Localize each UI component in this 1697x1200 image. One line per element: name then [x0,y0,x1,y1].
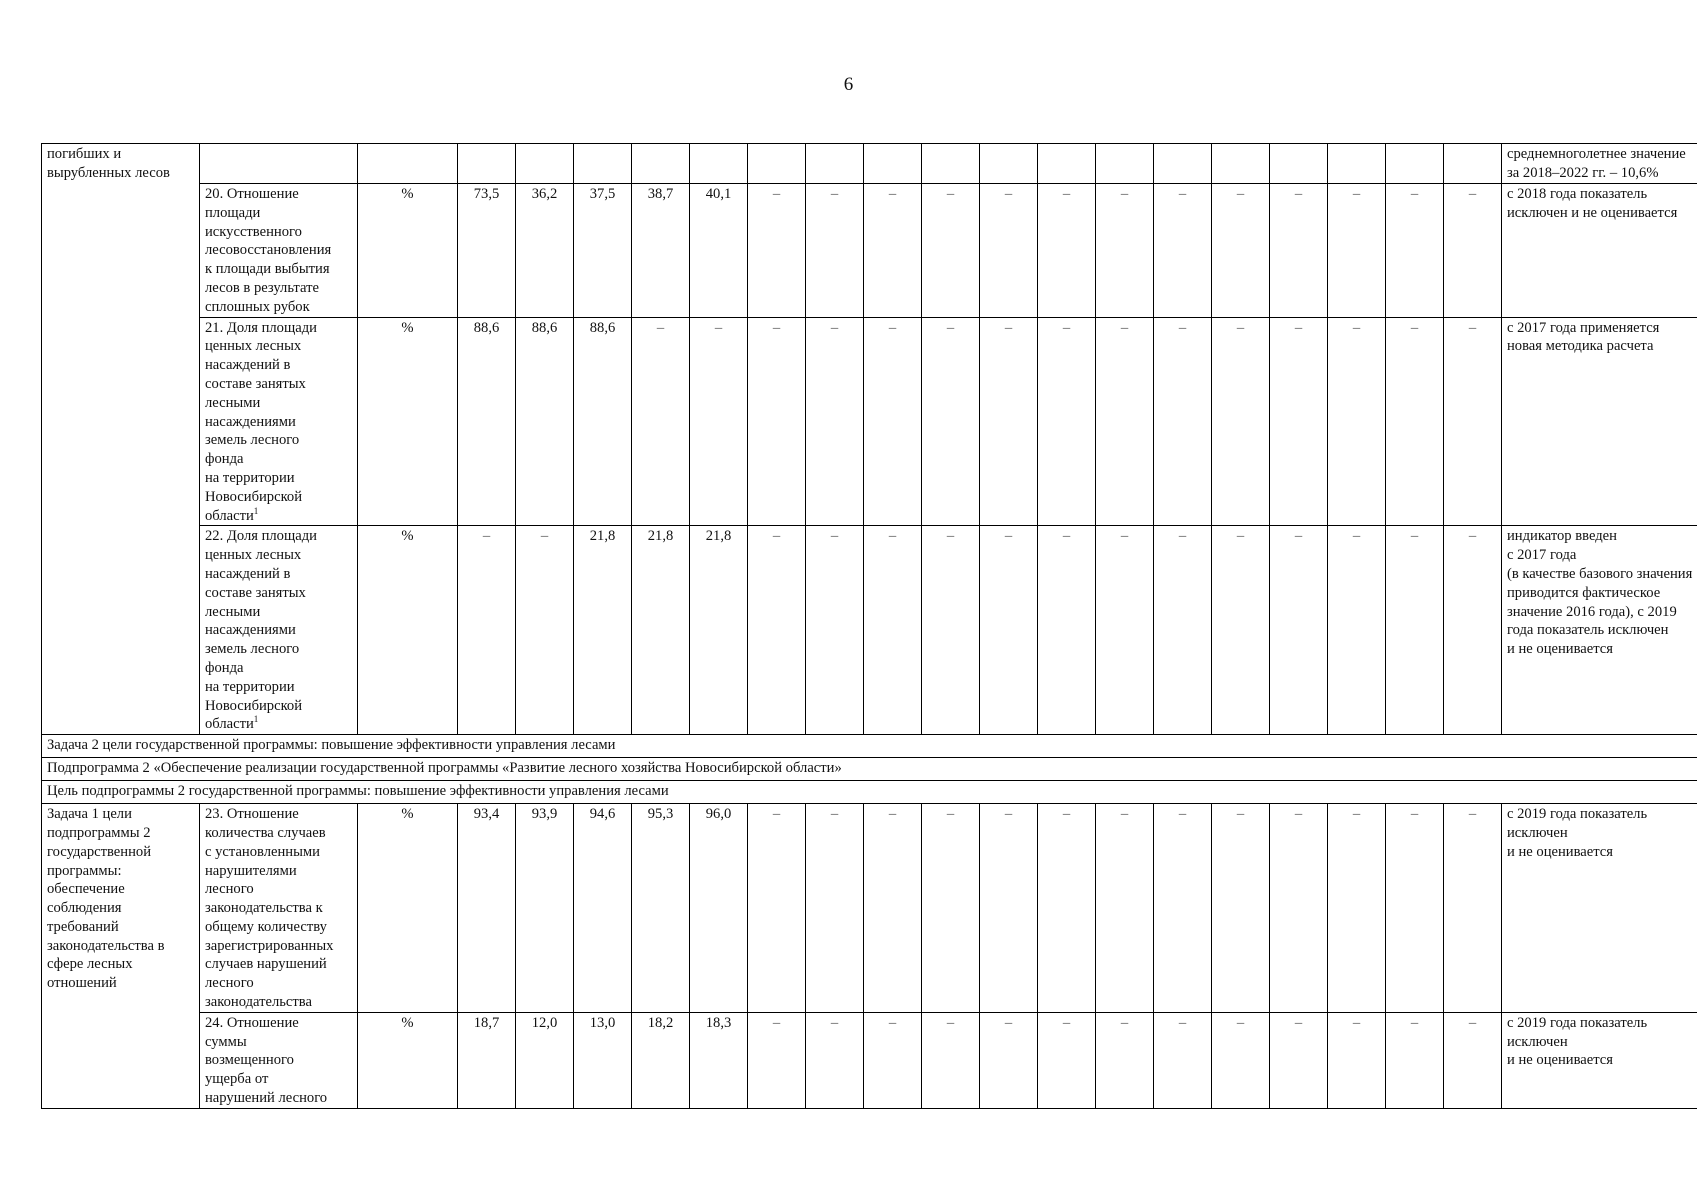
indicator-value: – [864,184,922,318]
page-number: 6 [843,74,854,95]
indicator-value: – [1038,526,1096,735]
indicator-value: – [1328,526,1386,735]
indicator-value: – [864,317,922,526]
indicator-value: – [632,317,690,526]
indicator-unit: % [358,804,458,1013]
indicator-value: – [1154,317,1212,526]
indicator-value [458,144,516,184]
task-cell: Задача 1 цели подпрограммы 2 государственной программы: обеспечение соблюдения требований законодательства в сфере лесных отношений [42,804,200,1109]
indicator-value [1154,144,1212,184]
indicator-value: – [864,804,922,1013]
indicator-value: – [1444,526,1502,735]
indicator-value: 21,8 [690,526,748,735]
indicator-note: с 2019 года показатель исключен и не оценивается [1502,1012,1697,1108]
indicator-value: – [806,526,864,735]
indicator-note: индикатор введен с 2017 года (в качестве базового значения приводится фактическое значение 2016 года), с 2019 года показатель исключен и не оценивается [1502,526,1697,735]
indicator-value: – [1386,804,1444,1013]
indicator-value: 95,3 [632,804,690,1013]
indicator-value: – [1038,1012,1096,1108]
indicator-name: 22. Доля площади ценных лесных насаждений в составе занятых лесными насаждениями земель лесного фонда на территории Новосибирской области$^1$ [200,526,358,735]
indicator-value: – [516,526,574,735]
indicator-value [1270,144,1328,184]
indicator-value: 88,6 [516,317,574,526]
indicator-value: – [922,184,980,318]
indicator-value: – [1270,526,1328,735]
table-row [42,184,1697,318]
indicator-value: 37,5 [574,184,632,318]
indicator-value: – [1270,1012,1328,1108]
indicator-value [1386,144,1444,184]
indicator-value: 13,0 [574,1012,632,1108]
indicator-value: – [806,184,864,318]
section-title: Задача 2 цели государственной программы: повышение эффективности управления лесами [42,735,1697,758]
indicator-value [806,144,864,184]
indicator-value: – [1096,526,1154,735]
indicator-value [864,144,922,184]
indicator-value: – [1386,184,1444,318]
indicator-value: – [1444,317,1502,526]
table-row [42,317,1697,526]
indicator-value: – [864,1012,922,1108]
goal-cell: погибших и вырубленных лесов [42,144,200,735]
indicator-value: – [1328,317,1386,526]
indicator-name [200,144,358,184]
indicator-value: – [748,184,806,318]
indicator-unit: % [358,184,458,318]
indicator-value: – [1154,1012,1212,1108]
indicator-value: – [1212,1012,1270,1108]
indicator-value [922,144,980,184]
indicator-value: 93,4 [458,804,516,1013]
indicator-value: – [980,1012,1038,1108]
indicator-value [1212,144,1270,184]
indicator-value [632,144,690,184]
indicator-value [980,144,1038,184]
indicator-value: 12,0 [516,1012,574,1108]
indicator-value: – [1444,184,1502,318]
indicator-name: 23. Отношение количества случаев с установленными нарушителями лесного законодательства к общему количеству зарегистрированных случаев нарушений лесного законодательства [200,804,358,1013]
indicator-note: с 2017 года применяется новая методика расчета [1502,317,1697,526]
indicator-value: 93,9 [516,804,574,1013]
indicator-value: – [1154,804,1212,1013]
section-title: Цель подпрограммы 2 государственной программы: повышение эффективности управления лесами [42,781,1697,804]
indicator-value: – [806,317,864,526]
indicator-value: – [1212,184,1270,318]
table-row [42,804,1697,1013]
indicator-unit [358,144,458,184]
indicator-unit: % [358,317,458,526]
indicator-value: 18,7 [458,1012,516,1108]
footnote-mark: 1 [253,505,259,516]
indicator-value: – [1328,1012,1386,1108]
indicator-value: – [806,804,864,1013]
indicator-value: – [1096,804,1154,1013]
indicator-value: – [1038,804,1096,1013]
indicator-value: – [1270,804,1328,1013]
indicator-value: – [922,317,980,526]
indicator-value: 18,2 [632,1012,690,1108]
indicator-value: – [1270,317,1328,526]
indicator-value: – [980,317,1038,526]
indicator-value: – [1328,804,1386,1013]
indicator-value: 18,3 [690,1012,748,1108]
indicator-value [690,144,748,184]
indicator-value: – [1270,184,1328,318]
indicator-value: – [806,1012,864,1108]
indicator-value: 21,8 [632,526,690,735]
indicator-value: – [1444,1012,1502,1108]
section-row [42,781,1697,804]
indicator-value: 88,6 [458,317,516,526]
indicator-value: – [980,184,1038,318]
indicator-value: 73,5 [458,184,516,318]
indicator-value: – [458,526,516,735]
indicator-value: – [864,526,922,735]
indicator-value: – [922,526,980,735]
indicator-value: – [1212,526,1270,735]
indicator-value: – [748,317,806,526]
indicator-value [748,144,806,184]
indicator-value: – [1096,1012,1154,1108]
indicator-value: – [748,804,806,1013]
section-row [42,735,1697,758]
table-body-part1 [42,144,1697,804]
table-row [42,1012,1697,1108]
indicator-value: 88,6 [574,317,632,526]
indicator-name: 24. Отношение суммы возмещенного ущерба от нарушений лесного [200,1012,358,1108]
indicator-value [574,144,632,184]
indicator-value [1038,144,1096,184]
indicator-value [1328,144,1386,184]
indicator-value: – [748,1012,806,1108]
table-body-part2 [42,804,1697,1109]
indicator-value: 94,6 [574,804,632,1013]
indicator-value: 38,7 [632,184,690,318]
indicator-value: – [1386,1012,1444,1108]
table-row [42,144,1697,184]
indicator-note: среднемноголетнее значение за 2018–2022 гг. – 10,6% [1502,144,1697,184]
indicator-value: – [1328,184,1386,318]
indicator-value: – [1386,526,1444,735]
indicator-value: – [1212,804,1270,1013]
indicator-value: 96,0 [690,804,748,1013]
indicator-value: 40,1 [690,184,748,318]
table-row [42,526,1697,735]
indicator-value: – [1096,317,1154,526]
indicator-value [516,144,574,184]
indicator-name: 20. Отношение площади искусственного лесовосстановления к площади выбытия лесов в результате сплошных рубок [200,184,358,318]
indicator-note: с 2018 года показатель исключен и не оценивается [1502,184,1697,318]
indicator-value: – [980,526,1038,735]
indicators-table [41,143,1697,1109]
indicator-value: 21,8 [574,526,632,735]
indicator-value: – [1154,184,1212,318]
indicator-value: – [1154,526,1212,735]
indicator-value: – [922,804,980,1013]
indicator-value: 36,2 [516,184,574,318]
footnote-mark: 1 [253,714,259,725]
indicator-value: – [1038,184,1096,318]
indicator-value: – [1038,317,1096,526]
indicator-unit: % [358,526,458,735]
indicator-value: – [1212,317,1270,526]
indicator-value: – [1096,184,1154,318]
indicator-value: – [1444,804,1502,1013]
indicator-value: – [980,804,1038,1013]
indicator-value: – [690,317,748,526]
section-title: Подпрограмма 2 «Обеспечение реализации государственной программы «Развитие лесного хозяйства Новосибирской области» [42,758,1697,781]
indicator-value: – [1386,317,1444,526]
indicator-unit: % [358,1012,458,1108]
indicator-value: – [748,526,806,735]
indicator-value [1444,144,1502,184]
indicator-value: – [922,1012,980,1108]
indicator-value [1096,144,1154,184]
section-row [42,758,1697,781]
indicator-note: с 2019 года показатель исключен и не оценивается [1502,804,1697,1013]
indicator-name: 21. Доля площади ценных лесных насаждений в составе занятых лесными насаждениями земель лесного фонда на территории Новосибирской области$^1$ [200,317,358,526]
